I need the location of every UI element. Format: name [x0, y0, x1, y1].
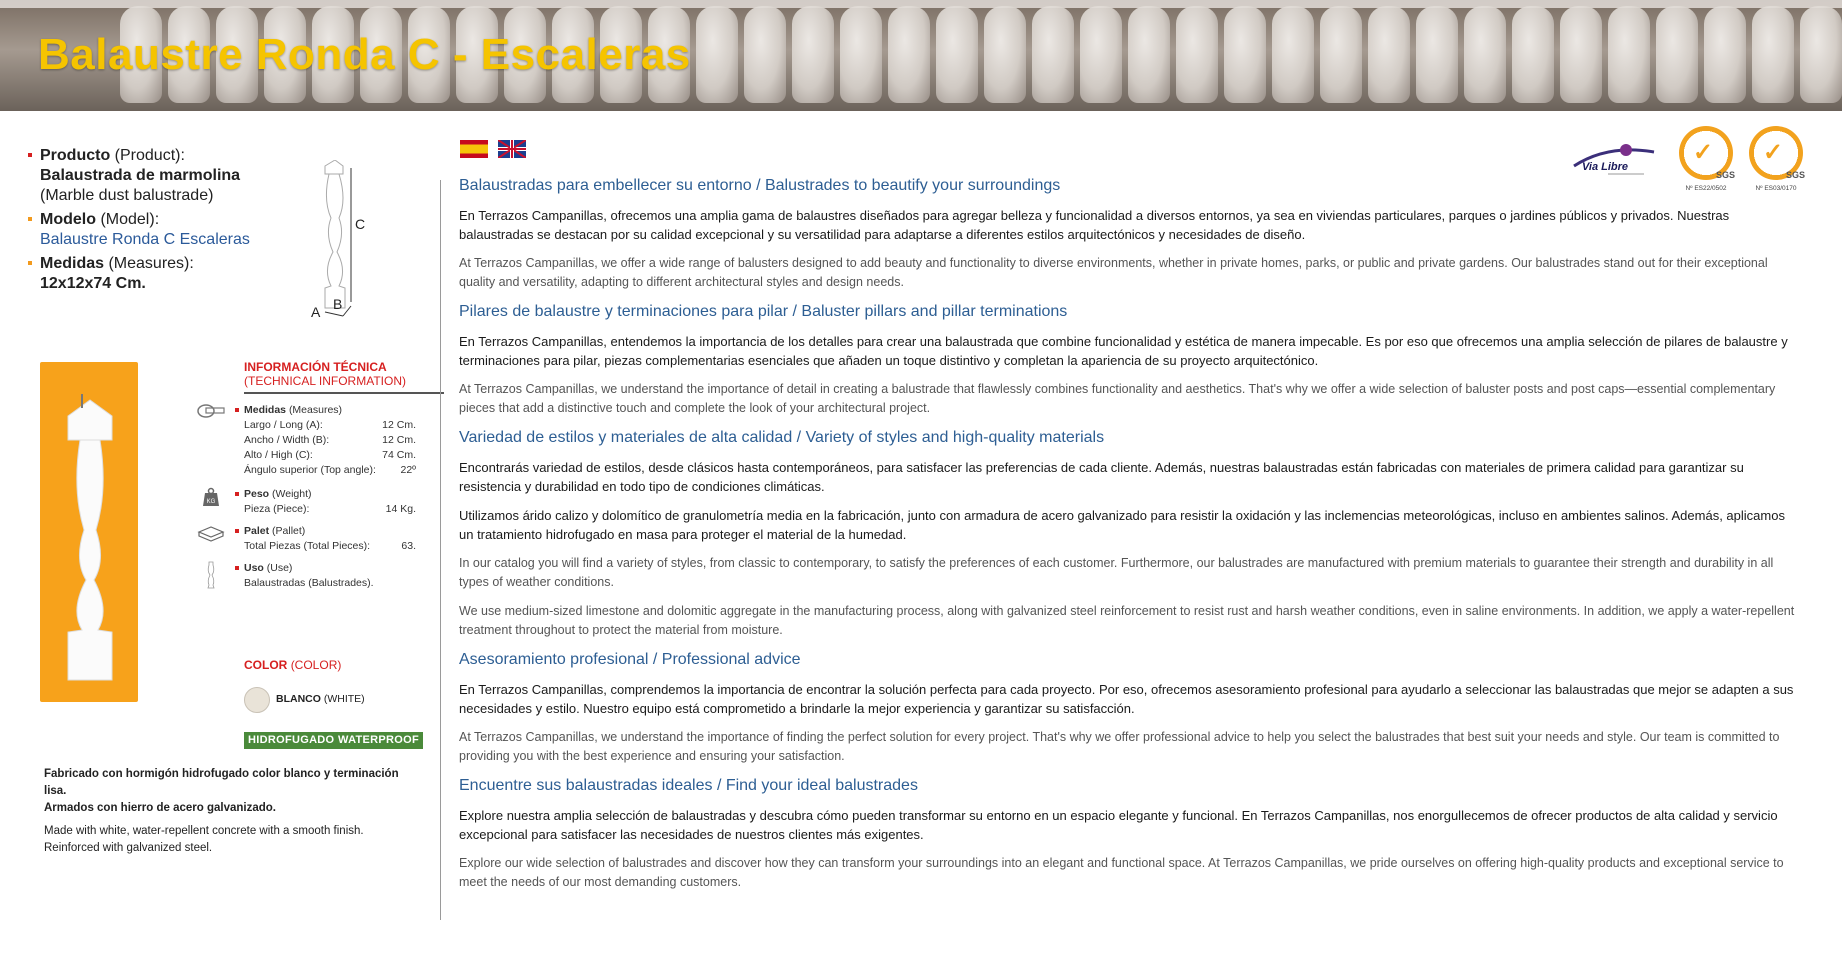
bullet-icon	[28, 261, 32, 265]
via-libre-logo	[1568, 138, 1660, 180]
material-note-line: Reinforced with galvanized steel.	[44, 842, 213, 854]
spec-measures-label-en: (Measures):	[108, 255, 194, 272]
banner-baluster	[1800, 6, 1842, 103]
product-image	[40, 362, 138, 702]
tech-measures-label: Medidas	[244, 404, 287, 416]
tech-title: INFORMACIÓN TÉCNICA	[244, 360, 387, 374]
via-libre-text: Via Libre	[1582, 161, 1629, 173]
bullet-icon	[28, 153, 32, 157]
section-heading: Encuentre sus balaustradas ideales / Find your ideal balustrades	[459, 777, 918, 794]
banner-baluster	[1224, 6, 1266, 103]
column-divider	[440, 180, 441, 920]
dimension-drawing	[303, 160, 383, 320]
language-selector	[460, 140, 526, 158]
spec-measures-label: Medidas	[40, 255, 105, 272]
tech-pallet-head	[244, 523, 416, 539]
tape-measure-icon	[196, 400, 226, 422]
spec-product-value-en: (Marble dust balustrade)	[40, 187, 214, 204]
product-spec-list	[28, 146, 328, 298]
tech-measures-block	[196, 402, 416, 478]
tech-use-head	[244, 560, 416, 576]
tech-row-label: Total Piezas (Total Pieces):	[244, 540, 371, 552]
section	[459, 776, 1799, 892]
technical-info	[196, 360, 416, 591]
certificate-code: Nº ES22/0502	[1685, 185, 1727, 192]
tech-measures-label-en: (Measures)	[288, 404, 343, 416]
tech-use-block	[196, 560, 416, 591]
baluster-outline-icon	[303, 160, 383, 320]
banner-baluster	[1320, 6, 1362, 103]
checkmark-icon: ✓	[1693, 139, 1714, 166]
spec-product-label-en: (Product):	[114, 147, 185, 164]
banner-baluster	[1176, 6, 1218, 103]
tech-subtitle: (TECHNICAL INFORMATION)	[244, 374, 406, 388]
tech-row	[244, 463, 416, 478]
banner-baluster	[888, 6, 930, 103]
bullet-icon	[235, 529, 239, 533]
section-heading: Pilares de balaustre y terminaciones para pilar / Baluster pillars and pillar terminations	[459, 303, 1068, 320]
spec-model	[28, 210, 328, 250]
pallet-icon	[196, 523, 226, 545]
spec-product	[28, 146, 328, 206]
color-name	[276, 693, 365, 705]
spec-model-value: Balaustre Ronda C Escaleras	[40, 231, 250, 248]
dimension-a-label: A	[311, 304, 321, 320]
banner-baluster	[1560, 6, 1602, 103]
baluster-product-icon	[60, 380, 120, 685]
color-title-label: COLOR	[244, 658, 288, 672]
tech-row	[244, 539, 416, 554]
color-swatch	[244, 687, 270, 713]
bullet-icon	[235, 566, 239, 570]
material-note-line: Made with white, water-repellent concrete with a smooth finish.	[44, 825, 364, 837]
tech-weight-label-en: (Weight)	[272, 488, 312, 500]
spec-measures-value: 12x12x74 Cm.	[40, 275, 146, 292]
tech-row-label: Pieza (Piece):	[244, 503, 310, 515]
section-text-es: En Terrazos Campanillas, entendemos la importancia de los detalles para crear una balaustrada que combine funcionalidad y estética de manera impecable. Es por eso que ofrecemos una amplia selección de pilares de balaustre y terminaciones para pilar, piezas complementarias esenciales que añaden un toque distintivo y completan la apariencia de su proyecto arquitectónico.	[459, 334, 1788, 368]
color-name-label-en: (WHITE)	[323, 693, 365, 705]
spanish-flag-icon[interactable]	[460, 140, 488, 158]
tech-row-value: 22º	[400, 464, 416, 476]
tech-row-value: 63.	[401, 540, 416, 552]
banner-baluster	[1512, 6, 1554, 103]
dimension-c-label: C	[355, 216, 366, 232]
section-heading: Balaustradas para embellecer su entorno / Balustrades to beautify your surroundings	[459, 177, 1061, 194]
dimension-b-label: B	[333, 296, 343, 312]
banner-baluster	[1752, 6, 1794, 103]
waterproof-badge-en: WATERPROOF	[334, 732, 423, 749]
banner-baluster	[1656, 6, 1698, 103]
page-title: Balaustre Ronda C - Escaleras	[38, 30, 691, 79]
waterproof-badge-es: HIDROFUGADO	[244, 732, 338, 749]
section-text-en: Explore our wide selection of balustrades and discover how they can transform your surroundings into an elegant and functional space. At Terrazos Campanillas, we pride ourselves on offering high-quality products and exceptional service to meet the needs of our most demanding customers.	[459, 856, 1784, 889]
spec-product-value: Balaustrada de marmolina	[40, 167, 241, 184]
banner-baluster	[840, 6, 882, 103]
material-notes	[44, 766, 424, 857]
description-content	[459, 176, 1799, 902]
material-notes-es	[44, 766, 424, 817]
tech-row-label: Alto / High (C):	[244, 449, 313, 461]
tech-pallet-block	[196, 523, 416, 554]
section-text-en: At Terrazos Campanillas, we understand the importance of detail in creating a balustrade that flawlessly combines functionality and aesthetics. That's why we offer a wide selection of baluster posts and post caps—essential complementary pieces that add a distinctive touch and complete the look of your architectural project.	[459, 382, 1776, 415]
tech-pallet-label-en: (Pallet)	[272, 525, 306, 537]
color-title	[244, 658, 341, 672]
tech-row-value: 74 Cm.	[382, 449, 416, 461]
tech-divider	[244, 392, 444, 394]
tech-row-label: Largo / Long (A):	[244, 419, 323, 431]
section-text-es: Utilizamos árido calizo y dolomítico de granulometría media en la fabricación, junto con armadura de acero galvanizado para resistir la oxidación y las inclemencias meteorológicas, incluso en ambientes salinos. Además, aplicamos un tratamiento hidrofugado en masa para proteger el material de la humedad.	[459, 508, 1785, 542]
banner-baluster	[696, 6, 738, 103]
tech-row-label: Balaustradas (Balustrades).	[244, 577, 374, 589]
section-text-es: En Terrazos Campanillas, ofrecemos una amplia gama de balaustres diseñados para agregar belleza y funcionalidad a diversos entornos, ya sea en viviendas particulares, parques o jardines públicos y privados. Nuestras balaustradas se destacan por su calidad excepcional y su versatilidad para adaptarse a diferentes estilos arquitectónicos y necesidades de diseño.	[459, 208, 1730, 242]
weight-icon	[196, 486, 226, 508]
section	[459, 650, 1799, 766]
section-text-es: Encontrarás variedad de estilos, desde clásicos hasta contemporáneos, para satisfacer las preferencias de cada cliente. Además, nuestras balaustradas están fabricadas con materiales de primera calidad para garantizar su resistencia y durabilidad en todo tipo de condiciones climáticas.	[459, 460, 1744, 494]
tech-row-value: 12 Cm.	[382, 419, 416, 431]
section-text-en: In our catalog you will find a variety of styles, from classic to contemporary, to satisfy the preferences of each customer. Furthermore, our balustrades are manufactured with premium materials to guarantee their strength and durability in all types of weather conditions.	[459, 556, 1774, 589]
tech-weight-label: Peso	[244, 488, 270, 500]
banner-baluster	[1416, 6, 1458, 103]
section-text-es: En Terrazos Campanillas, comprendemos la importancia de encontrar la solución perfecta para cada proyecto. Por eso, ofrecemos asesoramiento profesional para ayudarlo a seleccionar las balaustradas que mejor se adapten a sus necesidades y estilo. Nuestro equipo está comprometido a brindarle la mejor experiencia y garantizar su satisfacción.	[459, 682, 1794, 716]
section	[459, 176, 1799, 292]
banner-baluster	[792, 6, 834, 103]
banner-baluster	[1272, 6, 1314, 103]
tech-measures-head	[244, 402, 416, 418]
material-notes-en	[44, 823, 424, 857]
kg-icon-label: KG	[206, 499, 216, 505]
bullet-icon	[28, 217, 32, 221]
banner-baluster	[1608, 6, 1650, 103]
tech-weight-block	[196, 486, 416, 517]
material-note-line: Fabricado con hormigón hidrofugado color blanco y terminación lisa.	[44, 768, 399, 797]
section-heading: Asesoramiento profesional / Professional advice	[459, 651, 801, 668]
banner-baluster	[1128, 6, 1170, 103]
tech-row	[244, 433, 416, 448]
banner-baluster	[1032, 6, 1074, 103]
tech-use-label-en: (Use)	[266, 562, 293, 574]
color-name-label: BLANCO	[276, 693, 321, 705]
banner-baluster	[984, 6, 1026, 103]
tech-row-value: 14 Kg.	[385, 503, 416, 515]
tech-row-value: 12 Cm.	[382, 434, 416, 446]
certificate-code: Nº ES03/0170	[1755, 185, 1797, 192]
section-text-es: Explore nuestra amplia selección de balaustradas y descubra cómo pueden transformar su entorno en un espacio elegante y funcional. En Terrazos Campanillas, nos enorgullecemos de ofrecer productos de alta calidad y servicio excepcional para satisfacer las necesidades de nuestros clientes más exigentes.	[459, 808, 1778, 842]
tech-row	[244, 576, 416, 591]
spec-product-label: Producto	[40, 147, 111, 164]
section-text-en: At Terrazos Campanillas, we offer a wide range of balusters designed to add beauty and functionality to diverse environments, whether in private homes, parks, or public and private gardens. Our balustrades stand out for their exceptional quality and versatility, adapting to different architectural styles and design needs.	[459, 256, 1768, 289]
tech-row-label: Ángulo superior (Top angle):	[244, 464, 376, 476]
tech-row	[244, 418, 416, 433]
tech-row	[244, 502, 416, 517]
checkmark-icon: ✓	[1763, 139, 1784, 166]
section	[459, 428, 1799, 640]
bullet-icon	[235, 492, 239, 496]
banner-baluster	[744, 6, 786, 103]
spec-model-label: Modelo	[40, 211, 96, 228]
banner-baluster	[936, 6, 978, 103]
tech-row-label: Ancho / Width (B):	[244, 434, 330, 446]
sgs-label: SGS	[1785, 170, 1805, 180]
tech-use-label: Uso	[244, 562, 264, 574]
banner-baluster	[1464, 6, 1506, 103]
spec-measures	[28, 254, 328, 294]
section-text-en: At Terrazos Campanillas, we understand the importance of finding the perfect solution for every project. That's why we offer professional advice to help you select the balustrades that best suit your needs and style. Our team is committed to providing you with the best experience and ensuring your satisfaction.	[459, 730, 1780, 763]
color-title-label-en: (COLOR)	[290, 658, 342, 672]
section-text-en: We use medium-sized limestone and dolomitic aggregate in the manufacturing process, along with galvanized steel reinforcement to resist rust and harsh weather conditions, even in saline environments. In addition, we apply a water-repellent treatment throughout to protect the material from moisture.	[459, 604, 1795, 637]
bullet-icon	[235, 408, 239, 412]
banner-baluster	[1704, 6, 1746, 103]
banner-baluster	[1368, 6, 1410, 103]
section	[459, 302, 1799, 418]
sgs-label: SGS	[1715, 170, 1735, 180]
material-note-line: Armados con hierro de acero galvanizado.	[44, 802, 276, 814]
section-heading: Variedad de estilos y materiales de alta calidad / Variety of styles and high-quality materials	[459, 429, 1105, 446]
tech-pallet-label: Palet	[244, 525, 270, 537]
baluster-small-icon	[196, 560, 226, 590]
banner-baluster	[1080, 6, 1122, 103]
tech-row	[244, 448, 416, 463]
english-flag-icon[interactable]	[498, 140, 526, 158]
spec-model-label-en: (Model):	[100, 211, 160, 228]
tech-weight-head	[244, 486, 416, 502]
header-banner	[0, 0, 1842, 111]
